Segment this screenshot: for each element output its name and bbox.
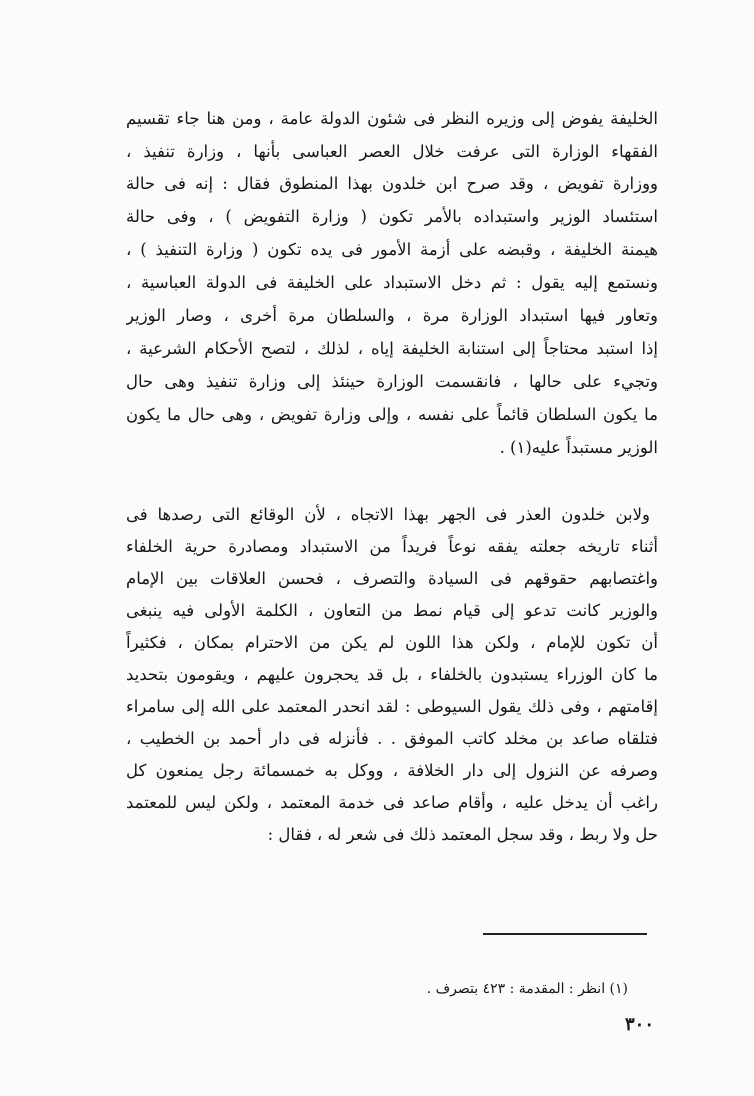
page-number: ٣٠٠ — [624, 1014, 654, 1035]
paragraph-2-line-10: راغب أن يدخل عليه ، وأقام صاعد فى خدمة المعتمد ، ولكن ليس للمعتمد — [126, 793, 658, 812]
paragraph-2-line-9: وصرفه عن النزول إلى دار الخلافة ، ووكل به خمسمائة رجل يمنعون كل — [126, 761, 658, 780]
paragraph-2-line-5: أن تكون للإمام ، ولكن هذا اللون لم يكن من الاحترام بمكان ، فكثيراً — [126, 633, 658, 652]
paragraph-1-line-8: إذا استبد محتاجاً إلى استنابة الخليفة إياه ، لذلك ، لتصح الأحكام الشرعية ، — [126, 339, 658, 358]
footnote: (١) انظر : المقدمة : ٤٢٣ بتصرف . — [426, 981, 628, 997]
paragraph-2-line-3: واغتصابهم حقوقهم فى السيادة والتصرف ، فحسن العلاقات بين الإمام — [126, 569, 658, 588]
paragraph-2-line-6: ما كان الوزراء يستبدون بالخلفاء ، بل قد يحجرون عليهم ، ويقومون بتحديد — [126, 665, 658, 684]
footnote-divider — [483, 933, 647, 935]
paragraph-1-line-4: استئساد الوزير واستبداده بالأمر تكون ( وزارة التفويض ) ، وفى حالة — [126, 207, 658, 226]
paragraph-2-line-1: ولابن خلدون العذر فى الجهر بهذا الاتجاه ، لأن الوقائع التى رصدها فى — [126, 505, 650, 524]
paragraph-2-line-7: إقامتهم ، وفى ذلك يقول السيوطى : لقد انحدر المعتمد على الله إلى سامراء — [126, 697, 658, 716]
paragraph-1-line-11: الوزير مستبداً عليه(١) . — [499, 438, 658, 457]
paragraph-1-line-2: الفقهاء الوزارة التى عرفت خلال العصر العباسى بأنها ، وزارة تنفيذ ، — [126, 142, 658, 161]
paragraph-1-line-6: ونستمع إليه يقول : ثم دخل الاستبداد على الخليفة فى الدولة العباسية ، — [126, 273, 658, 292]
paragraph-2-line-4: والوزير كانت تدعو إلى قيام نمط من التعاون ، الكلمة الأولى فيه ينبغى — [126, 601, 658, 620]
paragraph-2-line-8: فتلقاه صاعد بن مخلد كاتب الموفق . . فأنزله فى دار أحمد بن الخطيب ، — [126, 729, 658, 748]
paragraph-1-line-1: الخليفة يفوض إلى وزيره النظر فى شئون الدولة عامة ، ومن هنا جاء تقسيم — [126, 109, 658, 128]
paragraph-2-line-11: حل ولا ربط ، وقد سجل المعتمد ذلك فى شعر له ، فقال : — [267, 825, 658, 844]
paragraph-2-line-2: أثناء تاريخه جعلته يفقه نوعاً فريداً من الاستبداد ومصادرة حرية الخلفاء — [126, 537, 658, 556]
paragraph-1-line-10: ما يكون السلطان قائماً على نفسه ، وإلى وزارة تفويض ، وهى حال ما يكون — [126, 405, 658, 424]
paragraph-1-line-9: وتجيء على حالها ، فانقسمت الوزارة حينئذ إلى وزارة تنفيذ وهى حال — [126, 372, 658, 391]
paragraph-1-line-3: ووزارة تفويض ، وقد صرح ابن خلدون بهذا المنطوق فقال : إنه فى حالة — [126, 174, 658, 193]
paragraph-1-line-5: هيمنة الخليفة ، وقبضه على أزمة الأمور فى يده تكون ( وزارة التنفيذ ) ، — [126, 240, 658, 259]
paragraph-1-line-7: وتعاور فيها استبداد الوزارة مرة ، والسلطان مرة أخرى ، وصار الوزير — [126, 306, 658, 325]
